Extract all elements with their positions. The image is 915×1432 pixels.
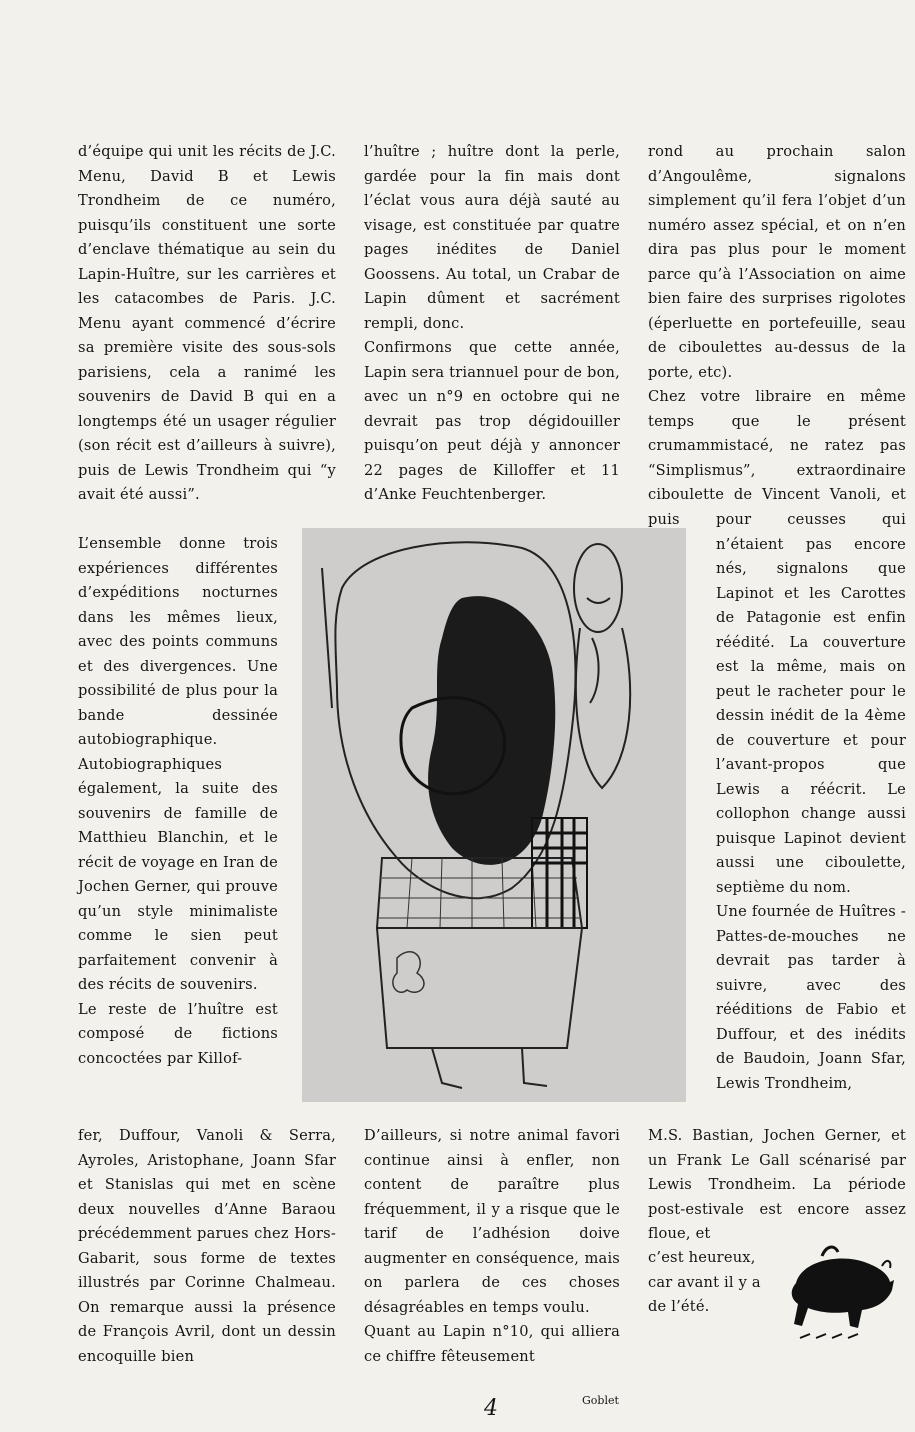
column-3-tail bbox=[648, 1246, 783, 1320]
paragraph: Le reste de l’huître est composé de fictions concoctées par Killof- bbox=[78, 1000, 278, 1067]
paragraph: l’huître ; huître dont la perle, gardée pour la fin mais dont l’éclat vous aura déjà sauté au visage, est constituée par quatre pages inédites de Daniel Goossens. Au total, un Crabar de Lapin dûment et sacrément rempli, donc. bbox=[364, 143, 620, 332]
paragraph: Confirmons que cette année, Lapin sera triannuel pour de bon, avec un n°9 en octobre qui ne devrait pas trop dégidouiller puisqu’on peut déjà y annoncer 22 pages de Killoffer et 11 d’Anke Feuchtenberger. bbox=[364, 339, 620, 503]
column-3-wrap bbox=[716, 508, 906, 1096]
paragraph: Quant au Lapin n°10, qui alliera ce chiffre fêteusement bbox=[364, 1323, 620, 1365]
column-2-bottom bbox=[364, 1124, 620, 1369]
boar-icon bbox=[782, 1238, 900, 1348]
paragraph: pour ceusses qui n’étaient pas encore nés, signalons que Lapinot et les Carottes de Patagonie est enfin réédité. La couverture est la même, mais on peut le racheter pour le dessin inédit de la 4ème de couverture et pour l’avant-propos que Lewis a réécrit. Le collophon change aussi puisque Lapinot devient aussi une ciboulette, septième du nom. bbox=[716, 511, 906, 896]
boar-drawing bbox=[782, 1238, 900, 1348]
drawing-svg bbox=[302, 528, 686, 1102]
column-3-top bbox=[648, 140, 906, 532]
paragraph: M.S. Bastian, Jochen Gerner, et un Frank Le Gall scénarisé par Lewis Trondheim. La période post-estivale est encore assez floue, et bbox=[648, 1127, 906, 1242]
paragraph: Une fournée de Huîtres -Pattes-de-mouches ne devrait pas tarder à suivre, avec des rééditions de Fabio et Duffour, et des inédits de Baudoin, Joann Sfar, Lewis Trondheim, bbox=[716, 903, 906, 1092]
column-1-top bbox=[78, 140, 336, 508]
column-1-bottom bbox=[78, 1124, 336, 1369]
paragraph: D’ailleurs, si notre animal favori continue ainsi à enfler, non content de paraître plus fréquemment, il y a risque que le tarif de l’adhésion doive augmenter en conséquence, mais on parlera de ces choses désagréables en temps voulu. bbox=[364, 1127, 620, 1316]
column-1-wrap bbox=[78, 532, 278, 1071]
ink-drawing-illustration bbox=[302, 528, 686, 1102]
paragraph: L’ensemble donne trois expériences différentes d’expéditions nocturnes dans les mêmes lieux, avec des points communs et des divergences. Une possibilité de plus pour la bande dessinée autobiographique. Autobiographiques également, la suite des souvenirs de famille de Matthieu Blanchin, et le récit de voyage en Iran de Jochen Gerner, qui prouve qu’un style minimaliste comme le sien peut parfaitement convenir à des récits de souvenirs. bbox=[78, 535, 278, 993]
page-number: 4 bbox=[484, 1396, 498, 1421]
paragraph: fer, Duffour, Vanoli & Serra, Ayroles, Aristophane, Joann Sfar et Stanislas qui met en scène deux nouvelles d’Anne Baraou précédemment parues chez Hors-Gabarit, sous forme de textes illustrés par Corinne Chalmeau. On remarque aussi la présence de François Avril, dont un dessin encoquille bien bbox=[78, 1127, 336, 1365]
column-3-bottom bbox=[648, 1124, 906, 1247]
paragraph: d’équipe qui unit les récits de J.C. Menu, David B et Lewis Trondheim de ce numéro, puisqu’ils constituent une sorte d’enclave thématique au sein du Lapin-Huître, sur les carrières et les catacombes de Paris. J.C. Menu ayant commencé d’écrire sa première visite des sous-sols parisiens, cela a ranimé les souvenirs de David B qui en a longtemps été un usager régulier (son récit est d’ailleurs à suivre), puis de Lewis Trondheim qui “y avait été aussi”. bbox=[78, 143, 336, 503]
paragraph: Chez votre libraire en même temps que le présent crumammistacé, ne ratez pas “Simplismus”, extraordinaire ciboulette de Vincent Vanoli, et puis bbox=[648, 388, 906, 528]
paragraph: c’est heureux, car avant il y a de l’été. bbox=[648, 1249, 761, 1315]
paragraph: rond au prochain salon d’Angoulême, signalons simplement qu’il fera l’objet d’un numéro assez spécial, et on n’en dira pas plus pour le moment parce qu’à l’Association on aime bien faire des surprises rigolotes (éperluette en portefeuille, seau de ciboulettes au-dessus de la porte, etc). bbox=[648, 143, 906, 381]
column-2-top bbox=[364, 140, 620, 508]
author-signature: Goblet bbox=[582, 1394, 619, 1407]
